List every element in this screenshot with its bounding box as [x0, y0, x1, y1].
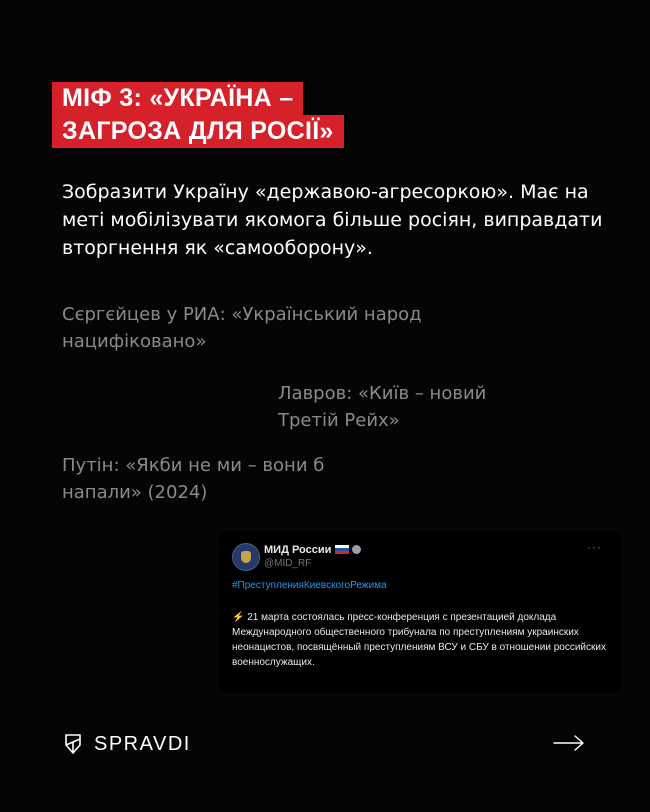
brand-name: SPRAVDI	[94, 732, 191, 755]
quote-lavrov: Лавров: «Київ – новий Третій Рейх»	[278, 383, 487, 431]
tweet-author	[264, 544, 361, 556]
tweet-screenshot	[220, 532, 620, 692]
arrow-right-icon[interactable]	[552, 733, 586, 753]
quote-putin: Путін: «Якби не ми – вони б напали» (2024)	[62, 455, 325, 503]
brand-logo	[62, 732, 191, 756]
avatar	[232, 543, 260, 571]
myth-title	[52, 82, 382, 148]
tweet-hashtag: #ПреступленияКиевскогоРежима	[232, 580, 387, 591]
quote-sergeytsev: Сєргєйцев у РИА: «Український народ нацифіковано»	[62, 304, 422, 352]
tweet-body: 21 марта состоялась пресс-конференция с презентацией доклада Международного общественного трибунала по преступлениям украинских неонацистов, посвящённый преступлениям ВСУ и СБУ в отношении российских военнослужащих.	[232, 612, 606, 668]
verified-icon	[352, 545, 361, 554]
title-line-2: ЗАГРОЗА ДЛЯ РОСІЇ»	[52, 115, 344, 148]
lead-text: Зобразити Україну «державою-агресоркою». Має на меті мобілізувати якомога більше росіян, виправдати вторгнення як «самооборону».	[62, 181, 603, 259]
tweet-handle: @MID_RF	[264, 558, 312, 569]
tweet-author-name: МИД России	[264, 544, 332, 556]
spravdi-logo-icon	[62, 733, 84, 755]
tweet-text	[232, 610, 612, 670]
russia-flag-icon	[335, 545, 349, 554]
more-icon: ···	[587, 540, 602, 554]
lightning-icon: ⚡	[232, 612, 245, 623]
title-line-1: МІФ 3: «УКРАЇНА –	[52, 82, 303, 115]
